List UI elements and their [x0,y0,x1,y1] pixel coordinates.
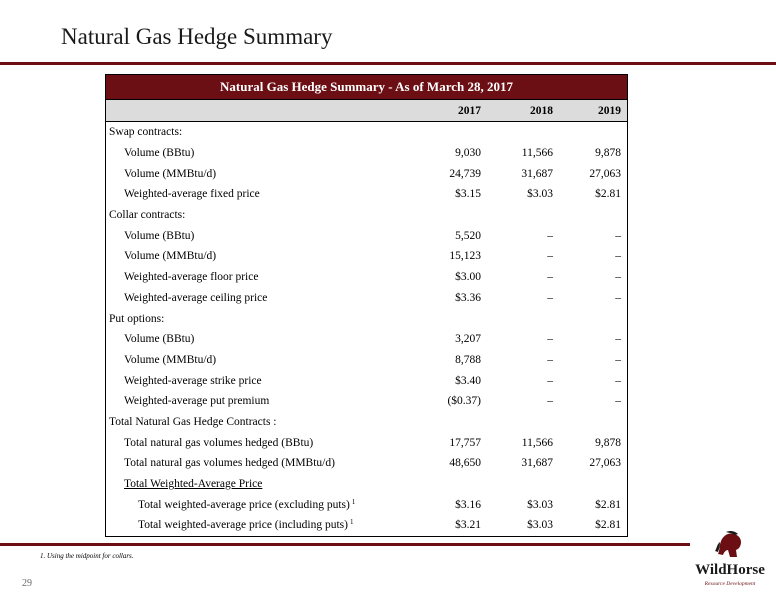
value-2019: – [615,333,621,346]
year-2018-header: 2018 [530,104,553,117]
value-2019: $2.81 [595,188,621,201]
row-label [106,122,418,143]
value-2017 [418,122,487,143]
row-label-text: Swap contracts: [109,126,183,139]
row-label [106,329,418,350]
table-row [106,391,627,412]
value-2019 [559,205,627,226]
row-label [106,474,418,495]
page-number: 29 [22,578,32,589]
row-label-text: Volume (MMBtu/d) [124,353,217,366]
value-2017 [418,412,487,433]
value-2018 [487,412,559,433]
table-row [106,412,627,433]
value-2018: – [547,333,553,346]
value-2019: $2.81 [595,498,621,511]
row-label [106,515,418,536]
row-label-text: Weighted-average put premium [124,395,270,408]
value-2019: 27,063 [589,457,621,470]
value-2019: – [615,374,621,387]
value-2017: 24,739 [449,167,481,180]
value-2017: $3.00 [455,271,481,284]
value-2018: – [547,353,553,366]
row-label [106,432,418,453]
footnote: 1. Using the midpoint for collars. [40,552,134,560]
value-2017 [418,308,487,329]
value-2019: – [615,229,621,242]
table-row [106,350,627,371]
value-2017: 48,650 [449,457,481,470]
table-row [106,143,627,164]
footnote-marker: 1 [351,497,356,506]
row-label [106,453,418,474]
value-2019: 9,878 [595,147,621,160]
value-2017: $3.36 [455,291,481,304]
svg-text:WildHorse: WildHorse [695,562,765,578]
table-row [106,329,627,350]
row-label-text: Collar contracts: [109,209,186,222]
table-row [106,246,627,267]
value-2019: – [615,271,621,284]
table-body [106,122,627,536]
value-2019 [559,474,627,495]
value-2019: – [615,353,621,366]
row-label-text: Volume (BBtu) [124,229,195,242]
value-2017: ($0.37) [447,395,481,408]
table-row [106,308,627,329]
value-2018: $3.03 [527,498,553,511]
footer-divider [0,543,690,546]
value-2019: 9,878 [595,436,621,449]
table-row [106,494,627,515]
value-2019 [559,412,627,433]
value-2017 [418,474,487,495]
value-2017: 5,520 [455,229,481,242]
row-label-text: Weighted-average fixed price [124,188,260,201]
table-row [106,267,627,288]
value-2017: 3,207 [455,333,481,346]
row-label [106,494,418,515]
row-label [106,370,418,391]
row-label-text: Weighted-average ceiling price [124,291,268,304]
value-2018: 31,687 [521,457,553,470]
row-label [106,205,418,226]
row-label [106,288,418,309]
value-2017: $3.21 [455,519,481,532]
row-label [106,143,418,164]
row-label-text: Put options: [109,312,165,325]
table-row [106,288,627,309]
value-2018 [487,122,559,143]
value-2018: – [547,374,553,387]
table-row [106,205,627,226]
row-label [106,308,418,329]
svg-text:Resource Development: Resource Development [704,581,756,587]
table-row [106,225,627,246]
wildhorse-logo [690,530,770,596]
value-2017: 15,123 [449,250,481,263]
row-label-text: Volume (MMBtu/d) [124,167,217,180]
value-2018: 11,566 [521,147,553,160]
value-2019: $2.81 [595,519,621,532]
row-label [106,412,418,433]
row-label [106,184,418,205]
row-label-text: Weighted-average floor price [124,271,259,284]
value-2018 [487,308,559,329]
table-row [106,122,627,143]
value-2018 [487,205,559,226]
year-2017-header: 2017 [458,104,481,117]
value-2017: 9,030 [455,147,481,160]
row-label [106,391,418,412]
value-2018: – [547,291,553,304]
table-row [106,474,627,495]
hedge-summary-table [105,74,628,537]
value-2017: $3.16 [455,498,481,511]
table-row [106,515,627,536]
row-label-text: Total Weighted-Average Price [124,478,263,491]
value-2019: – [615,250,621,263]
value-2019 [559,122,627,143]
row-label [106,246,418,267]
row-label-text: Total natural gas volumes hedged (MMBtu/d) [124,457,335,470]
table-row [106,432,627,453]
value-2018: – [547,271,553,284]
row-label-text: Volume (BBtu) [124,333,195,346]
row-label [106,350,418,371]
row-label-text: Total weighted-average price (excluding puts) [138,498,350,511]
row-label [106,225,418,246]
year-header-spacer [106,100,418,121]
row-label-text: Volume (BBtu) [124,147,195,160]
value-2019: 27,063 [589,167,621,180]
year-header-row [106,100,627,122]
footnote-marker: 1 [349,518,354,527]
value-2018: – [547,229,553,242]
value-2019: – [615,291,621,304]
row-label-text: Total natural gas volumes hedged (BBtu) [124,436,314,449]
table-row [106,184,627,205]
table-header: Natural Gas Hedge Summary - As of March 28, 2017 [106,75,627,100]
value-2018: 31,687 [521,167,553,180]
table-row [106,163,627,184]
value-2019: – [615,395,621,408]
value-2018: – [547,250,553,263]
row-label-text: Volume (MMBtu/d) [124,250,217,263]
value-2017: 8,788 [455,353,481,366]
value-2017: 17,757 [449,436,481,449]
row-label [106,267,418,288]
year-2019-header: 2019 [598,104,621,117]
table-row [106,370,627,391]
value-2018 [487,474,559,495]
value-2017: $3.15 [455,188,481,201]
row-label-text: Total Natural Gas Hedge Contracts : [109,415,277,428]
value-2018: $3.03 [527,188,553,201]
value-2018: 11,566 [521,436,553,449]
value-2017 [418,205,487,226]
row-label [106,163,418,184]
row-label-text: Weighted-average strike price [124,374,262,387]
table-row [106,453,627,474]
value-2018: $3.03 [527,519,553,532]
row-label-text: Total weighted-average price (including puts) [138,519,348,532]
horse-head-icon [715,531,741,557]
value-2018: – [547,395,553,408]
title-divider [0,62,776,65]
value-2019 [559,308,627,329]
value-2017: $3.40 [455,374,481,387]
slide-title: Natural Gas Hedge Summary [61,24,333,49]
